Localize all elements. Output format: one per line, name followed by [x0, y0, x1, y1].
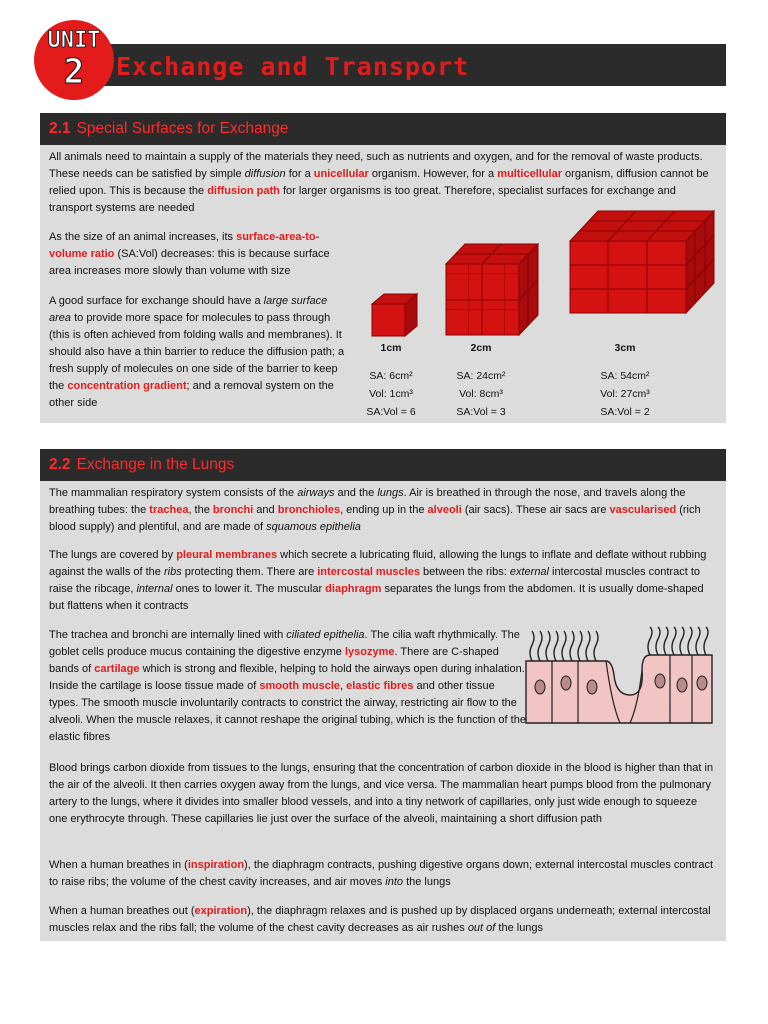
key-term: diaphragm — [325, 583, 382, 595]
text-run: intercostal muscles contract to raise the ribcage, — [49, 566, 701, 595]
text-run: , the — [188, 504, 213, 516]
text-run: and other tissue types. The smooth muscle involuntarily contracts to constrict the airway, restricting air flow to the alveoli. When the muscle relaxes, it cannot reshape the original tubing, which is the function of the elastic fibres — [49, 680, 526, 743]
text-run: and the — [334, 487, 378, 499]
text-run: the lungs — [403, 876, 451, 888]
section-heading — [40, 449, 726, 481]
key-term: unicellular — [313, 168, 369, 180]
section-exchange-surfaces — [40, 113, 726, 423]
text-run: organism, diffusion cannot be relied upon. This is because the — [49, 168, 709, 197]
text-italic: into — [385, 876, 404, 888]
text-run: ones to lower it. The muscular — [172, 583, 326, 595]
section-heading — [40, 113, 726, 145]
text-run: which is strong and flexible, helping to hold the airways open during inhalation. Inside the cartilage is loose tissue made of — [49, 663, 525, 692]
paragraph — [49, 903, 717, 937]
key-term: inspiration — [187, 859, 245, 871]
text-run: . The cilia waft rhythmically. The goblet cells produce mucus containing the digestive enzyme — [49, 629, 520, 658]
text-run: The lungs are covered by — [49, 549, 177, 561]
key-term: alveoli — [427, 504, 462, 516]
paragraph — [49, 547, 717, 615]
paragraph — [49, 627, 527, 746]
text-run: When a human breathes in ( — [49, 859, 188, 871]
text-run: . There are C-shaped bands of — [49, 646, 499, 675]
text-italic: external — [509, 566, 549, 578]
key-term: trachea — [149, 504, 189, 516]
paragraph — [49, 485, 717, 536]
text-italic: internal — [136, 583, 173, 595]
text-run: organism. However, for a — [368, 168, 498, 180]
key-term: expiration — [194, 905, 248, 917]
cube-surface-area: SA: 24cm² — [456, 370, 506, 382]
cube-ratio: SA:Vol = 6 — [366, 406, 416, 418]
cube-size-label: 2cm — [470, 342, 492, 354]
text-run: (SA:Vol) decreases: this is because surface area increases more slowly than volume with size — [49, 248, 330, 277]
text-italic: ciliated epithelia — [286, 629, 365, 641]
text-run: (rich blood supply) and plentiful, and are made of — [49, 504, 701, 533]
cube-surface-area: SA: 54cm² — [600, 370, 650, 382]
text-italic: squamous epithelia — [266, 521, 361, 533]
text-run: between the ribs: — [419, 566, 510, 578]
cube-3cm-drawing — [568, 205, 718, 315]
cube-size-label: 3cm — [614, 342, 636, 354]
key-term: multicellular — [497, 168, 562, 180]
cube-ratio: SA:Vol = 3 — [456, 406, 506, 418]
key-term: concentration gradient — [67, 380, 187, 392]
text-run: The mammalian respiratory system consists of the — [49, 487, 298, 499]
section-title: Exchange in the Lungs — [76, 456, 235, 473]
text-run: ), the diaphragm contracts, pushing digestive organs down; external intercostal muscles contract to raise ribs; the volume of the chest cavity increases, and air moves — [49, 859, 714, 888]
unit-number: 2 — [63, 52, 85, 92]
cube-volume: Vol: 27cm³ — [600, 388, 650, 400]
text-run: for larger organisms is too great. Therefore, specialist surfaces for exchange and transport systems are needed — [49, 185, 676, 214]
section-number: 2.2 — [49, 456, 71, 473]
text-run: A good surface for exchange should have a — [49, 295, 264, 307]
text-run: , — [340, 680, 347, 692]
key-term: cartilage — [94, 663, 140, 675]
text-italic: lungs — [377, 487, 404, 499]
key-term: diffusion path — [207, 185, 280, 197]
text-run: to provide more space for molecules to pass through (this is often achieved from folding walls and membranes). It should also have a thin barrier to reduce the diffusion path; a fresh supply of molecules on one side of the barrier to keep the — [49, 312, 345, 392]
paragraph — [49, 857, 717, 891]
text-italic: diffusion — [244, 168, 286, 180]
key-term: lysozyme — [344, 646, 395, 658]
ciliated-epithelium-illustration — [520, 625, 720, 735]
key-term: surface-area-to-volume ratio — [49, 231, 320, 260]
section-number: 2.1 — [49, 120, 71, 137]
key-term: bronchioles — [277, 504, 341, 516]
cube-volume: Vol: 8cm³ — [459, 388, 503, 400]
text-run: separates the lungs from the abdomen. It is usually dome-shaped but flattens when it contracts — [49, 583, 704, 612]
text-run: (air sacs). These air sacs are — [461, 504, 610, 516]
cube-1cm — [372, 294, 417, 336]
text-italic: out of — [467, 922, 496, 934]
text-run: protecting them. There are — [181, 566, 318, 578]
key-term: intercostal muscles — [317, 566, 420, 578]
key-term: vascularised — [609, 504, 677, 516]
key-term: bronchi — [212, 504, 254, 516]
text-run: for a — [285, 168, 314, 180]
key-term: elastic fibres — [346, 680, 414, 692]
unit-label: UNIT — [47, 28, 101, 53]
section-title: Special Surfaces for Exchange — [76, 120, 289, 137]
paragraph — [49, 229, 347, 280]
cube-ratio: SA:Vol = 2 — [600, 406, 650, 418]
text-run: and — [253, 504, 278, 516]
key-term: pleural membranes — [176, 549, 278, 561]
text-italic: ribs — [163, 566, 182, 578]
text-italic: large surface area — [49, 295, 328, 324]
cube-2cm — [446, 244, 538, 335]
text-run: ; and a removal system on the other side — [49, 380, 334, 409]
text-run: , ending up in the — [340, 504, 428, 516]
paragraph — [49, 293, 351, 412]
text-italic: airways — [297, 487, 335, 499]
cube-surface-area: SA: 6cm² — [369, 370, 413, 382]
text-run: The trachea and bronchi are internally lined with — [49, 629, 287, 641]
paragraph: Blood brings carbon dioxide from tissues to the lungs, ensuring that the concentration of carbon dioxide in the blood is higher than that in the air of the alveoli. It then carries oxygen away from the lungs, and vice versa. The mammalian heart pumps blood from the pulmonary artery to the lungs, where it divides into smaller blood vessels, and into a tiny network of capillaries, only just wide enough to squeeze one erythrocyte through. These capillaries lie just over the surface of the alveoli, maintaining a short diffusion path — [49, 762, 714, 825]
key-term: smooth muscle — [259, 680, 341, 692]
text-run: When a human breathes out ( — [49, 905, 195, 917]
text-run: ), the diaphragm relaxes and is pushed up by displaced organs underneath; external intercostal muscles relax and the ribs fall; the volume of the chest cavity decreases as air rushes — [49, 905, 711, 934]
text-run: the lungs — [495, 922, 544, 934]
cube-volume: Vol: 1cm³ — [369, 388, 413, 400]
text-run: All animals need to maintain a supply of the materials they need, such as nutrients and oxygen, and for the removal of waste products. These needs can be satisfied by simple — [49, 151, 703, 180]
cube-size-label: 1cm — [380, 342, 402, 354]
text-run: which secrete a lubricating fluid, allowing the lungs to inflate and deflate without rubbing against the walls of the — [49, 549, 707, 578]
page-title: Exchange and Transport — [116, 52, 470, 81]
text-run: As the size of an animal increases, its — [49, 231, 237, 243]
text-run: . Air is breathed in through the nose, and travels along the breathing tubes: the — [49, 487, 686, 516]
section-lungs — [40, 449, 726, 941]
